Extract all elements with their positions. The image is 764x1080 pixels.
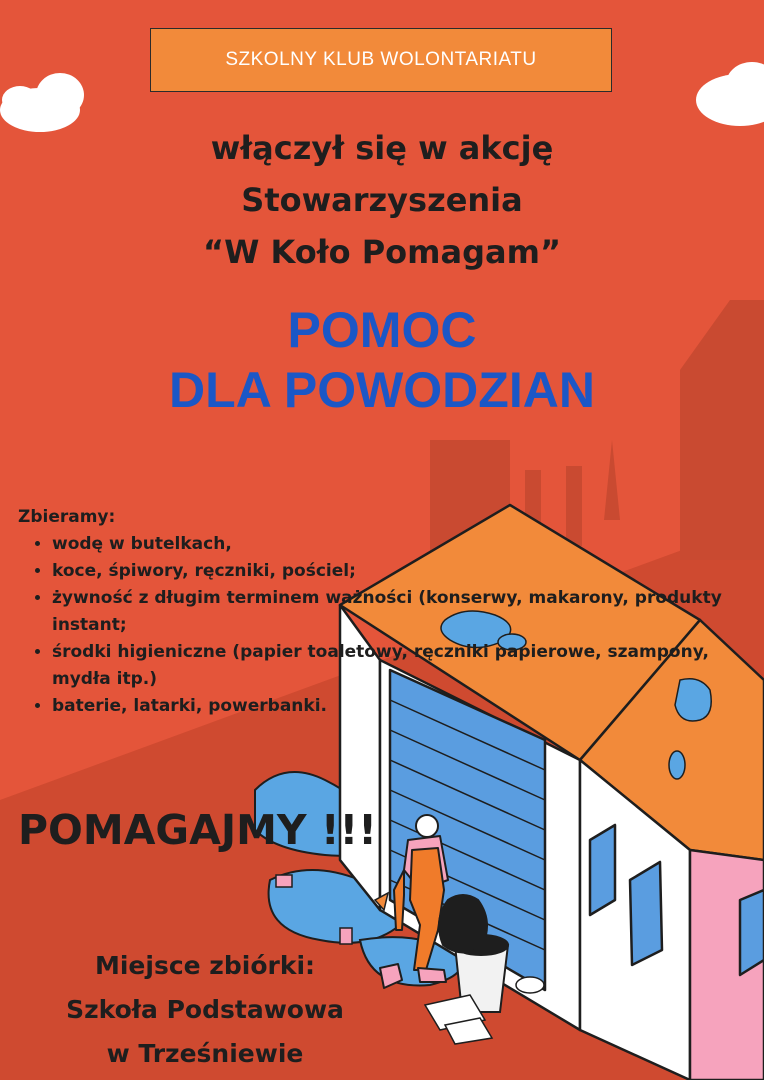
collection-list: [18, 504, 758, 720]
trash-bag: [439, 895, 487, 953]
collection-place: [30, 944, 380, 1076]
intro-line-3: “W Koło Pomagam”: [203, 233, 561, 271]
headline-line-1: POMOC: [287, 302, 477, 358]
collection-items: [18, 531, 758, 720]
intro-line-1: włączył się w akcję: [210, 129, 554, 167]
list-item: • baterie, latarki, powerbanki.: [52, 693, 758, 720]
list-item: • koce, śpiwory, ręczniki, pościel;: [52, 558, 758, 585]
list-item: • żywność z długim terminem ważności (konserwy, makarony, produkty instant;: [52, 585, 758, 639]
place-line-2: Szkoła Podstawowa: [66, 995, 344, 1024]
call-to-action: POMAGAJMY !!!: [18, 806, 377, 854]
place-line-3: w Trześniewie: [106, 1039, 304, 1068]
cloud-icon: [0, 73, 84, 132]
headline: [60, 300, 704, 420]
club-name: SZKOLNY KLUB WOLONTARIATU: [225, 49, 537, 70]
list-item: • wodę w butelkach,: [52, 531, 758, 558]
cloud-icon: [696, 62, 764, 126]
list-item: • środki higieniczne (papier toaletowy, ręczniki papierowe, szampony, mydła itp.): [52, 639, 758, 693]
intro-text: [82, 122, 682, 278]
intro-line-2: Stowarzyszenia: [241, 181, 523, 219]
collection-heading: Zbieramy:: [18, 507, 116, 527]
club-banner: [150, 28, 612, 92]
headline-line-2: DLA POWODZIAN: [169, 362, 595, 418]
place-line-1: Miejsce zbiórki:: [94, 951, 316, 980]
